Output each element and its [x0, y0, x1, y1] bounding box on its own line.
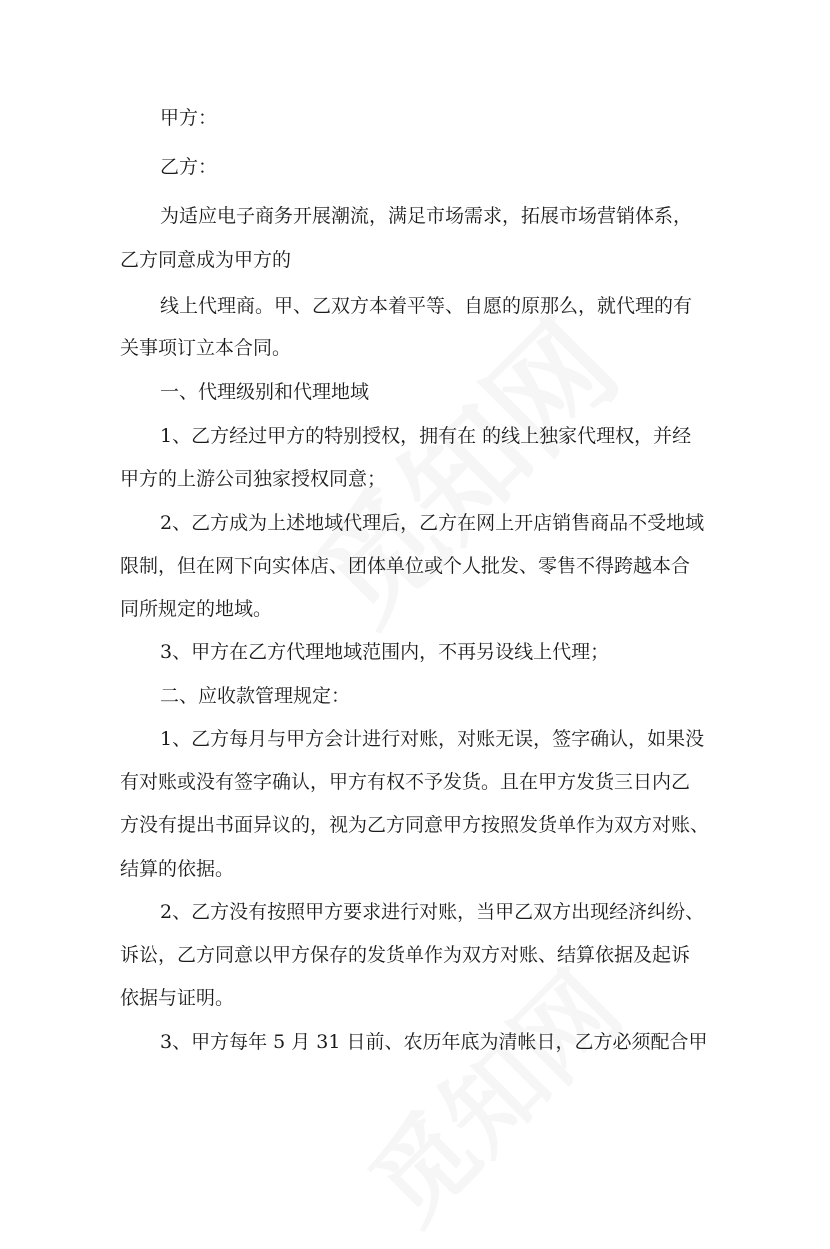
paragraph-line: 1、乙方经过甲方的特别授权，拥有在 的线上独家代理权，并经 — [160, 425, 692, 447]
paragraph-line: 为适应电子商务开展潮流，满足市场需求，拓展市场营销体系， — [160, 205, 693, 227]
paragraph-line: 关事项订立本合同。 — [120, 337, 292, 359]
section-heading: 二、应收款管理规定： — [160, 685, 351, 707]
paragraph-line: 3、甲方每年 5 月 31 日前、农历年底为清帐日，乙方必须配合甲 — [160, 1031, 708, 1053]
paragraph-line: 线上代理商。甲、乙双方本着平等、自愿的原那么，就代理的有 — [160, 295, 693, 317]
paragraph-line: 甲方的上游公司独家授权同意； — [120, 468, 387, 490]
paragraph-line: 1、乙方每月与甲方会计进行对账，对账无误，签字确认，如果没 — [160, 728, 705, 750]
paragraph-line: 诉讼，乙方同意以甲方保存的发货单作为双方对账、结算依据及起诉 — [120, 944, 691, 966]
paragraph-line: 3、甲方在乙方代理地域范围内，不再另设线上代理； — [160, 641, 610, 663]
paragraph-line: 2、乙方成为上述地域代理后，乙方在网上开店销售商品不受地域 — [160, 512, 705, 534]
paragraph-line: 限制，但在网下向实体店、团体单位或个人批发、零售不得跨越本合 — [120, 555, 691, 577]
watermark — [333, 935, 647, 1249]
paragraph-line: 依据与证明。 — [120, 987, 235, 1009]
party-b-line: 乙方： — [160, 156, 218, 178]
watermark — [272, 278, 648, 654]
paragraph-line: 乙方同意成为甲方的 — [120, 249, 292, 271]
paragraph-line: 有对账或没有签字确认，甲方有权不予发货。且在甲方发货三日内乙 — [120, 771, 691, 793]
paragraph-line: 方没有提出书面异议的，视为乙方同意甲方按照发货单作为双方对账、 — [120, 814, 710, 836]
paragraph-line: 同所规定的地域。 — [120, 598, 273, 620]
section-heading: 一、代理级别和代理地域 — [160, 381, 370, 403]
paragraph-line: 结算的依据。 — [120, 858, 235, 880]
party-a-line: 甲方： — [160, 107, 218, 129]
paragraph-line: 2、乙方没有按照甲方要求进行对账，当甲乙双方出现经济纠纷、 — [160, 901, 705, 923]
